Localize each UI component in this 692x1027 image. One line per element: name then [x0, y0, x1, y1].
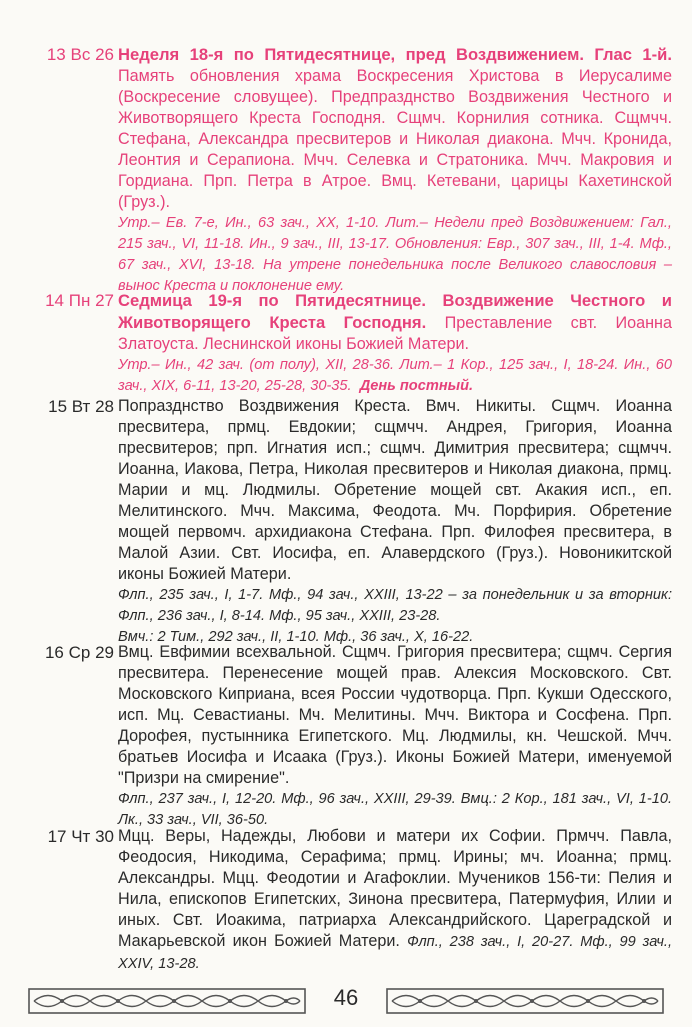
- entry-title: Седмица 19-я по Пятидесятнице. Воздвижение Честного и Животворящего Креста Господня.: [118, 291, 672, 332]
- weekday: Вс: [70, 45, 91, 64]
- old-style-day: 30: [95, 827, 114, 846]
- old-style-day: 26: [95, 45, 114, 64]
- old-style-day: 27: [95, 291, 114, 310]
- entry-text: Преставление свт. Иоанна Златоуста. Леснинской иконы Божией Матери.: [118, 314, 673, 353]
- entry-text: Мцц. Веры, Надежды, Любови и матери их Софии. Прмчч. Павла, Феодосия, Никодима, Серафима; прмц. Ирины; мч. Иоанна; прмц. Александры. Мцц. Феодотии и Агафоклии. Мучеников 156-ти: Пелия и Нила, епископов Египетских, Зинона пресвитера, Патермуфия, Илии и иных. Свт. Иоакима, патриарха Александрийского. Цареградской и Макарьевской икон Божией Матери.: [118, 827, 672, 950]
- weekday: Ср: [68, 643, 91, 662]
- entry-body: [118, 290, 672, 397]
- entry-text: Попразднство Воздвижения Креста. Вмч. Никиты. Сщмч. Иоанна пресвитера, прмц. Евдокии; сщмчч. Андрея, Григория, Иоанна пресвитеров; прп. Игнатия исп.; сщмч. Димитрия пресвитера; сщмчч. Иоанна, Иакова, Петра, Николая пресвитеров и Николая диакона, прмц. Марии и мц. Людмилы. Обретение мощей свт. Акакия исп., еп. Мелитинского. Мчч. Максима, Феодота. Мч. Порфирия. Обретение мощей первомч. архидиакона Стефана. Прп. Филофея пресвитера, в Малой Азии. Свт. Иосифа, еп. Алавердского (Груз.). Новоникитской иконы Божией Матери.: [118, 397, 672, 583]
- entry-text: Память обновления храма Воскресения Христова в Иерусалиме (Воскресение словущее). Предпразднство Воздвижения Честного и Животворящего Креста Господня. Сщмч. Корнилия сотника. Сщмчч. Стефана, Александра пресвитеров и Николая диакона. Мчч. Кронида, Леонтия и Серапиона. Мчч. Селевка и Стратоника. Мчч. Макровия и Гордиана. Прп. Петра в Атрое. Вмц. Кетевани, царицы Кахетинской (Груз.).: [118, 67, 672, 211]
- old-style-day: 28: [95, 397, 114, 416]
- entry-reading: Флп., 235 зач., I, 1-7. Мф., 94 зач., XXIII, 13-22 – за понедельник и за вторник: Флп., 236 зач., I, 8-14. Мф., 95 зач., XXIII, 23-28.: [118, 587, 672, 624]
- entry-date: [10, 396, 114, 417]
- weekday: Чт: [71, 827, 91, 846]
- entry-reading: Флп., 238 зач., I, 20-27. Мф., 99 зач., XXIV, 13-28.: [118, 934, 673, 972]
- entry-reading: [118, 355, 672, 397]
- fast-note: День постный.: [359, 378, 474, 394]
- ornament-right-icon: [386, 988, 664, 1014]
- entry-date: [10, 44, 114, 65]
- entry-reading-2: Вмч.: 2 Тим., 292 зач., II, 1-10. Мф., 36 зач., X, 16-22.: [118, 629, 474, 645]
- day-number: 13: [46, 45, 66, 64]
- entry-body: [118, 642, 672, 831]
- entry-reading: Утр.– Ев. 7-е, Ин., 63 зач., XX, 1-10. Лит.– Недели пред Воздвижением: Гал., 215 зач., VI, 11-18. Ин., 9 зач., III, 13-17. Обновления: Евр., 307 зач., III, 1-4. Мф., 67 зач., XVI, 13-18. На утрене понедельника после Великого славословия – вынос Креста и поклонение ему.: [118, 215, 672, 294]
- entry-date: [10, 290, 114, 311]
- entry-body: [118, 396, 672, 648]
- reading-text: Утр.– Ин., 42 зач. (от полу), XII, 28-36. Лит.– 1 Кор., 125 зач., I, 18-24. Ин., 60 зач., XIX, 6-11, 13-20, 25-28, 30-35.: [118, 357, 672, 394]
- weekday: Пн: [68, 291, 91, 310]
- ornament-left-icon: [28, 988, 306, 1014]
- entry-text: Вмц. Евфимии всехвальной. Сщмч. Григория пресвитера; сщмч. Сергия пресвитера. Перенесение мощей прав. Алексия Московского. Свт. Московского Киприана, всея России чудотворца. Прп. Кукши Одесского, исп. Мц. Севастианы. Мч. Мелитины. Мчч. Виктора и Сосфена. Прп. Дорофея, пустынника Египетского. Мц. Людмилы, кн. Чешской. Мчч. братьев Иосифа и Исаака (Груз.). Иконы Божией Матери, именуемой "Призри на смирение".: [118, 643, 672, 787]
- entry-body: [118, 826, 672, 975]
- entry-body: [118, 44, 672, 297]
- day-number: 17: [47, 827, 67, 846]
- entry-title: Неделя 18-я по Пятидесятнице, пред Воздвижением. Глас 1-й.: [118, 45, 672, 64]
- page-number: 46: [333, 985, 359, 1010]
- day-number: 16: [44, 643, 64, 662]
- day-number: 14: [45, 291, 64, 310]
- day-number: 15: [48, 397, 68, 416]
- weekday: Вт: [71, 397, 91, 416]
- entry-date: [10, 642, 114, 663]
- entry-date: [10, 826, 114, 847]
- entry-reading: Флп., 237 зач., I, 12-20. Мф., 96 зач., XXIII, 29-39. Вмц.: 2 Кор., 181 зач., VI, 1-10. Лк., 33 зач., VII, 36-50.: [118, 791, 672, 828]
- old-style-day: 29: [95, 643, 114, 662]
- page-footer: [0, 984, 692, 1020]
